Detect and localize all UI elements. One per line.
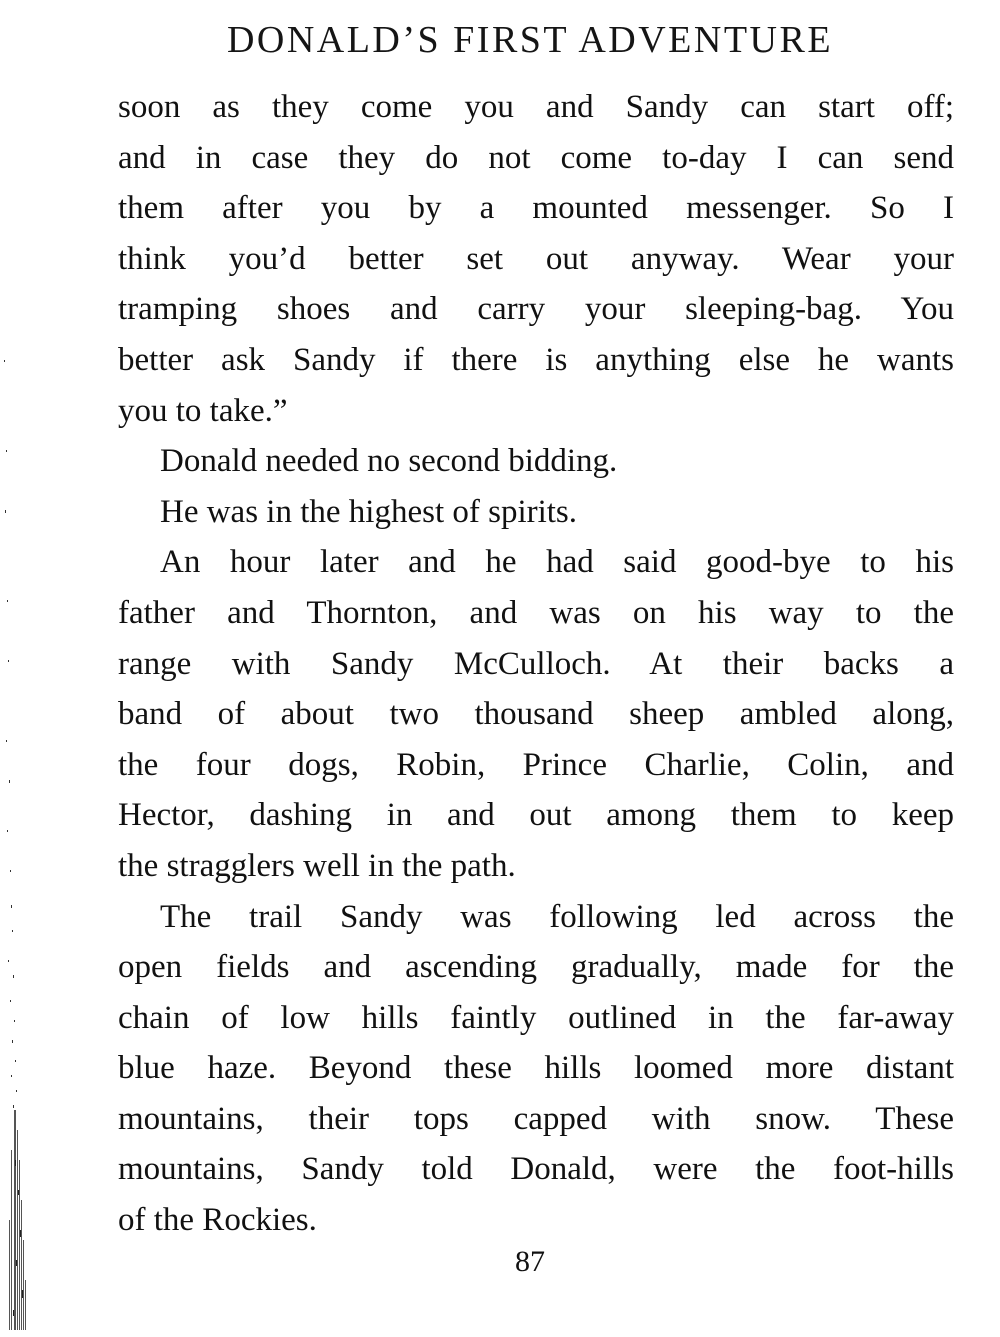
text-line: open fields and ascending gradually, made for the (118, 949, 954, 986)
text-line: think you’d better set out anyway. Wear your (118, 240, 954, 277)
text-line: chain of low hills faintly outlined in the far-away (118, 999, 954, 1036)
paragraph-line: An hour later and he had said good-bye to his (160, 544, 954, 581)
text-line: of the Rockies. (118, 1202, 317, 1239)
text-line: the stragglers well in the path. (118, 847, 516, 884)
page-number: 87 (515, 1245, 545, 1278)
scan-gutter-edge (0, 360, 34, 1337)
paragraph-line: The trail Sandy was following led across the (160, 898, 954, 935)
text-line: mountains, their tops capped with snow. These (118, 1100, 954, 1137)
text-line: them after you by a mounted messenger. So I (118, 190, 954, 227)
text-line: better ask Sandy if there is anything else he wants (118, 341, 954, 378)
text-line: you to take.” (118, 392, 288, 429)
text-line: blue haze. Beyond these hills loomed more distant (118, 1050, 954, 1087)
paragraph-line: Donald needed no second bidding. (160, 443, 618, 480)
text-line: Hector, dashing in and out among them to keep (118, 797, 954, 834)
text-line: band of about two thousand sheep ambled along, (118, 696, 954, 733)
running-head: DONALD’S FIRST ADVENTURE (226, 19, 834, 61)
paragraph-line: He was in the highest of spirits. (160, 493, 578, 530)
text-line: soon as they come you and Sandy can start off; (118, 89, 954, 125)
text-line: tramping shoes and carry your sleeping-bag. You (118, 291, 954, 328)
text-line: father and Thornton, and was on his way to the (118, 594, 954, 631)
text-line: range with Sandy McCulloch. At their backs a (118, 645, 954, 682)
text-line: the four dogs, Robin, Prince Charlie, Colin, and (118, 746, 954, 783)
text-line: mountains, Sandy told Donald, were the foot-hills (118, 1151, 954, 1188)
text-line: and in case they do not come to-day I can send (118, 139, 954, 176)
body-text (118, 82, 954, 1246)
